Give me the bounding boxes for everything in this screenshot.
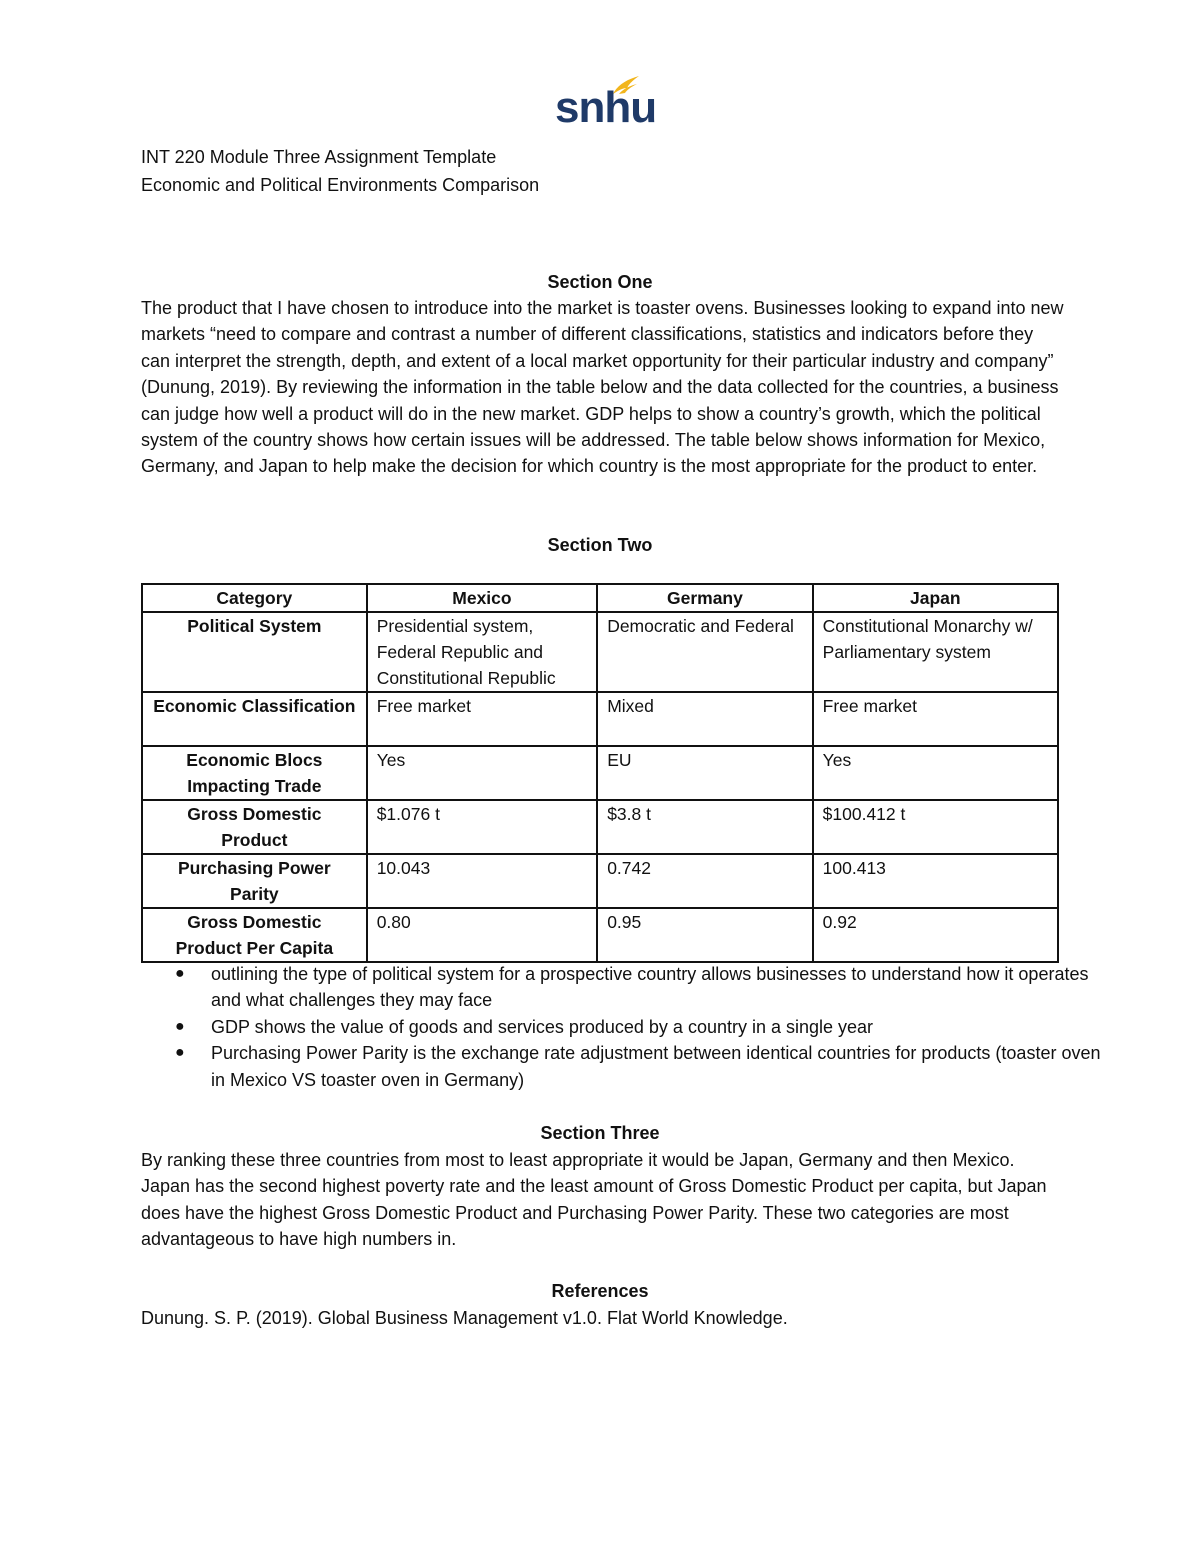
section-three-title: Section Three	[540, 1123, 660, 1143]
table-row-header: Economic Blocs Impacting Trade	[142, 746, 367, 800]
logo-wordmark: snhu	[555, 83, 657, 132]
table-cell: Constitutional Monarchy w/ Parliamentary system	[813, 612, 1058, 692]
bullet-icon: ●	[175, 1044, 185, 1062]
table-cell: 0.80	[367, 908, 598, 962]
table-header-cell: Mexico	[367, 584, 598, 612]
table-cell: 0.95	[597, 908, 812, 962]
table-row	[142, 854, 1058, 908]
list-item	[175, 1014, 1111, 1040]
table-cell: $3.8 t	[597, 800, 812, 854]
document-header	[141, 143, 539, 199]
table-cell: 100.413	[813, 854, 1058, 908]
table-cell: 0.742	[597, 854, 812, 908]
snhu-logo	[555, 74, 657, 132]
list-item-text: Purchasing Power Parity is the exchange rate adjustment between identical countries for products (toaster oven in Mexico VS toaster oven in Germany)	[211, 1043, 1101, 1090]
table-header-row	[142, 584, 1058, 612]
header-assignment-title: Economic and Political Environments Comparison	[141, 175, 540, 195]
comparison-table	[141, 583, 1059, 963]
table-cell: Democratic and Federal	[597, 612, 812, 692]
table-cell: Yes	[367, 746, 598, 800]
section-three-body: By ranking these three countries from most to least appropriate it would be Japan, Germany and then Mexico. Japan has the second highest poverty rate and the least amount of Gross Domestic Product per capita, but Japan does have the highest Gross Domestic Product and Purchasing Power Parity. These two categories are most advantageous to have high numbers in.	[141, 1150, 1047, 1250]
table-row	[142, 692, 1058, 746]
table-row-header: Gross Domestic Product	[142, 800, 367, 854]
table-header-cell: Japan	[813, 584, 1058, 612]
table-header-cell: Category	[142, 584, 367, 612]
table-row	[142, 800, 1058, 854]
table-row	[142, 908, 1058, 962]
list-item	[175, 1040, 1111, 1093]
table-cell: Free market	[813, 692, 1058, 746]
table-cell: 10.043	[367, 854, 598, 908]
table-cell: Mixed	[597, 692, 812, 746]
references-title: References	[551, 1281, 649, 1301]
section-two-bullet-list	[141, 961, 1111, 1093]
table-row-header: Political System	[142, 612, 367, 692]
table-row	[142, 612, 1058, 692]
table-cell: 0.92	[813, 908, 1058, 962]
table-header-cell: Germany	[597, 584, 812, 612]
table-cell: Yes	[813, 746, 1058, 800]
table-cell: $100.412 t	[813, 800, 1058, 854]
table-row	[142, 746, 1058, 800]
header-course-title: INT 220 Module Three Assignment Template	[141, 147, 497, 167]
bullet-icon: ●	[175, 1017, 185, 1035]
bullet-icon: ●	[175, 965, 185, 982]
table-row-header: Gross Domestic Product Per Capita	[142, 908, 367, 962]
table-row-header: Economic Classification	[142, 692, 367, 746]
section-two-title: Section Two	[547, 535, 653, 555]
table-cell: Presidential system, Federal Republic and Constitutional Republic	[367, 612, 598, 692]
section-one-body: The product that I have chosen to introduce into the market is toaster ovens. Businesses looking to expand into new markets “need to compare and contrast a number of different classifications, statistics and indicators before they can interpret the strength, depth, and extent of a local market opportunity for their particular industry and company” (Dunung, 2019). By reviewing the information in the table below and the data collected for the countries, a business can judge how well a product will do in the new market. GDP helps to show a country’s growth, which the political system of the country shows how certain issues will be addressed. The table below shows information for Mexico, Germany, and Japan to help make the decision for which country is the most appropriate for the product to enter.	[141, 298, 1064, 477]
list-item-text: outlining the type of political system for a prospective country allows businesses to understand how it operates and what challenges they may face	[211, 964, 1089, 1011]
list-item-text: GDP shows the value of goods and services produced by a country in a single year	[211, 1016, 874, 1037]
table-cell: $1.076 t	[367, 800, 598, 854]
table-cell: EU	[597, 746, 812, 800]
table-cell: Free market	[367, 692, 598, 746]
table-row-header: Purchasing Power Parity	[142, 854, 367, 908]
reference-entry: Dunung. S. P. (2019). Global Business Management v1.0. Flat World Knowledge.	[141, 1308, 788, 1328]
list-item	[175, 961, 1111, 1014]
section-one-title: Section One	[547, 272, 653, 292]
